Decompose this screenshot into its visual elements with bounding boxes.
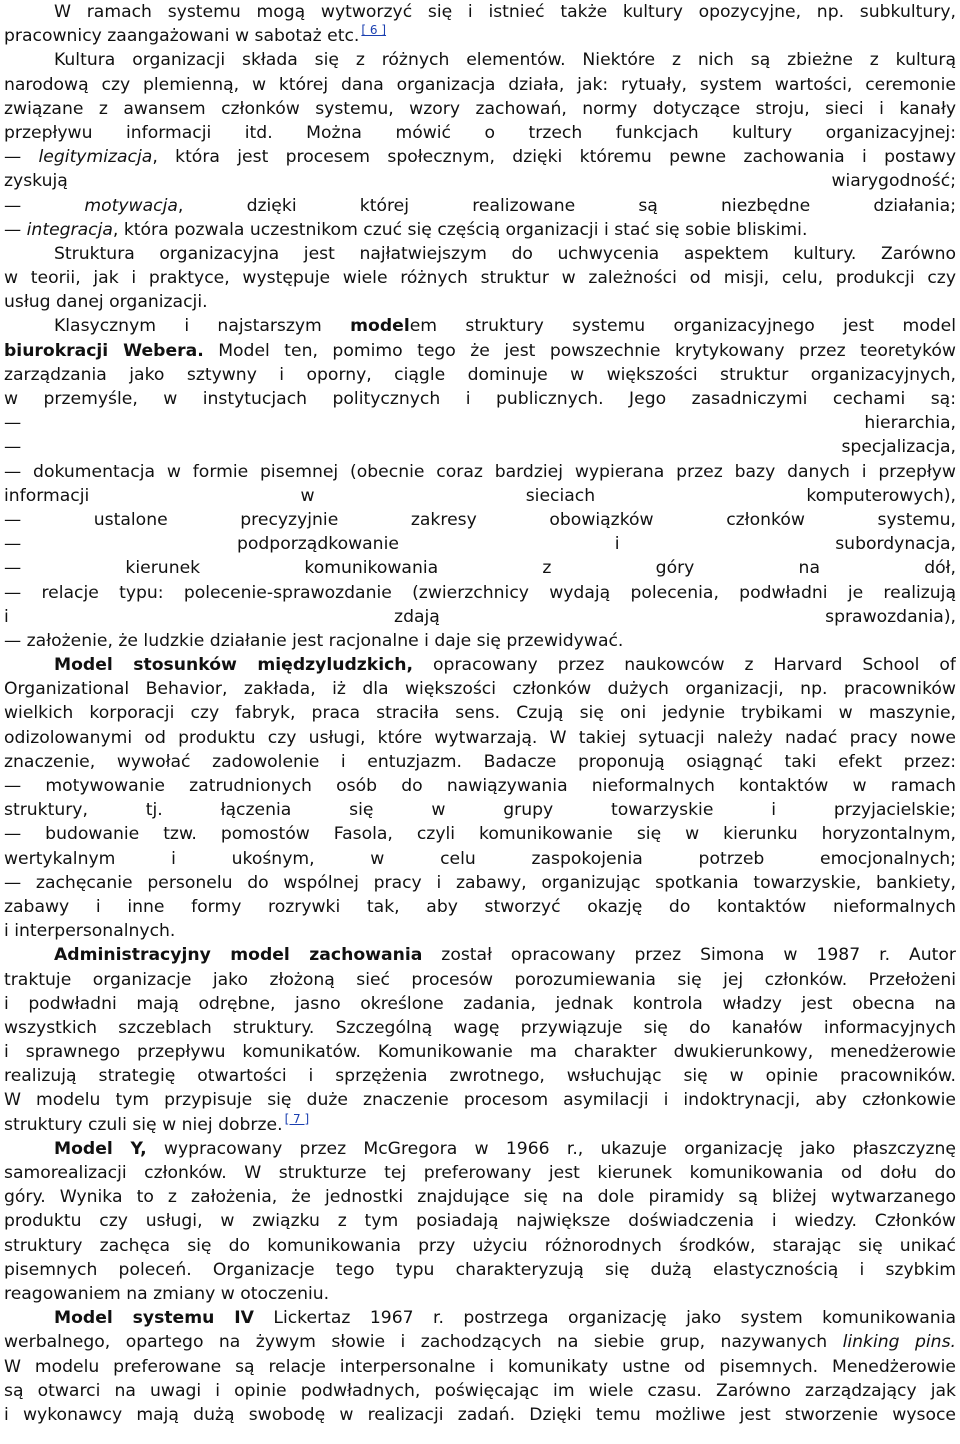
text-line: — kierunek komunikowania z góry na dół, (4, 558, 956, 579)
text-line: Klasycznym i najstarszym modelem struktury systemu organizacyjnego jest model (54, 316, 956, 337)
text-line: Model systemu IV Lickertaz 1967 r. postrzega organizację jako system komunikowania (54, 1308, 956, 1329)
text-line: traktuje organizacje jako złożoną sieć procesów porozumiewania się jej członków. Przełożeni (4, 969, 956, 990)
text-line: informacji w sieciach komputerowych), (4, 485, 956, 506)
text-line: struktury zachęca się do komunikowania przy użyciu różnorodnych środków, starając się unikać (4, 1235, 956, 1256)
text-line: Kultura organizacji składa się z różnych elementów. Niektóre z nich są zbieżne z kulturą (54, 50, 956, 71)
text-line: w teorii, jak i praktyce, występuje wiele różnych struktur w zależności od misji, celu, produkcji czy (4, 268, 956, 289)
text-line: zyskują wiarygodność; (4, 171, 956, 192)
text-line: odizolowanymi od produktu czy usługi, które wytwarzają. W takiej sytuacji należy nadać pracy nowe (4, 727, 956, 748)
text-line: znaczenie, wywołać zadowolenie i entuzjazm. Badacze proponują osiągnąć taki efekt przez: (4, 751, 956, 772)
text-line: — motywacja, dzięki której realizowane są niezbędne działania; (4, 195, 956, 216)
document-page (4, 0, 956, 1427)
text-line: — hierarchia, (4, 413, 956, 434)
italic-term: linking pins. (842, 1332, 956, 1353)
text-line: Administracyjny model zachowania został opracowany przez Simona w 1987 r. Autor (54, 945, 956, 966)
text-line: i zdają sprawozdania), (4, 606, 956, 627)
italic-term: motywacja (84, 195, 178, 216)
text-line: struktury czuli się w niej dobrze. [ 7 ] (4, 1112, 310, 1135)
text-line: biurokracji Webera. Model ten, pomimo tego że jest powszechnie krytykowany przez teoretyków (4, 340, 956, 361)
text-line: — budowanie tzw. pomostów Fasola, czyli komunikowanie się w kierunku horyzontalnym, (4, 824, 956, 845)
text-line: W modelu tym przypisuje się duże znaczenie procesom asymilacji i indoktrynacji, aby członkowie (4, 1090, 956, 1111)
text-line: Model Y, wypracowany przez McGregora w 1966 r., ukazuje organizację jako płaszczyznę (54, 1138, 956, 1159)
text-line: i interpersonalnych. (4, 921, 176, 942)
footnote-link[interactable]: [ 7 ] (284, 1112, 310, 1126)
text-line: — integracja, która pozwala uczestnikom czuć się częścią organizacji i stać się sobie bliskimi. (4, 219, 808, 240)
text-line: — podporządkowanie i subordynacja, (4, 534, 956, 555)
text-line: pracownicy zaangażowani w sabotaż etc. [ 6 ] (4, 24, 387, 47)
text-line: werbalnego, opartego na żywym słowie i zachodzących na siebie grup, nazywanych linking pins. (4, 1332, 956, 1353)
text-line: produktu czy usługi, w związku z tym posiadają największe doświadczenia i wiedzy. Członków (4, 1211, 956, 1232)
text-line: — relacje typu: polecenie-sprawozdanie (zwierzchnicy wydają polecenia, podwładni je realizują (4, 582, 956, 603)
text-line: przepływu informacji itd. Można mówić o trzech funkcjach kultury organizacyjnej: (4, 122, 956, 143)
text-line: W modelu preferowane są relacje interpersonalne i komunikaty ustne od pisemnych. Menedżerowie (4, 1356, 956, 1377)
text-line: zabawy i inne formy rozrywki tak, aby stworzyć okazję do kontaktów nieformalnych (4, 896, 956, 917)
text-line: narodową czy plemienną, w której dana organizacja działa, jak: rytuały, system wartości, ceremonie (4, 74, 956, 95)
text-line: — legitymizacja, która jest procesem społecznym, dzięki któremu pewne zachowania i postawy (4, 147, 956, 168)
text-line: Struktura organizacyjna jest najłatwiejszym do uchwycenia aspektem kultury. Zarówno (54, 243, 956, 264)
bold-term: Model Y, (54, 1138, 147, 1159)
text-line: Organizational Behavior, zakłada, iż dla większości członków dużych organizacji, np. pracowników (4, 679, 956, 700)
bold-term: Model systemu IV (54, 1308, 254, 1329)
italic-term: integracja (26, 219, 113, 240)
text-line: — ustalone precyzyjnie zakresy obowiązków członków systemu, (4, 509, 956, 530)
bold-term: biurokracji Webera. (4, 340, 204, 361)
text-line: i podwładni mają odrębne, jasno określone zadania, jednak kontrola władzy jest obecna na (4, 993, 956, 1014)
text-line: wielkich korporacji czy fabryk, praca straciła sens. Czują się oni jedynie trybikami w maszynie, (4, 703, 956, 724)
bold-term: Model stosunków międzyludzkich, (54, 655, 414, 676)
text-line: zarządzania jako sztywny i oporny, ciągle dominuje w większości struktur organizacyjnych, (4, 364, 956, 385)
text-line: W ramach systemu mogą wytworzyć się i istnieć także kultury opozycyjne, np. subkultury, (54, 2, 956, 22)
italic-term: legitymizacja (38, 147, 153, 168)
bold-term: model (350, 316, 410, 337)
text-line: i wykonawcy mają dużą swobodę w realizacji zadań. Dzięki temu możliwe jest stworzenie wysoce (4, 1404, 956, 1425)
text-line: reagowaniem na zmiany w otoczeniu. (4, 1283, 330, 1304)
text-line: — dokumentacja w formie pisemnej (obecnie coraz bardziej wypierana przez bazy danych i przepływ (4, 461, 956, 482)
text-line: góry. Wynika to z założenia, że jednostki znajdujące się na dole piramidy są bliżej wytwarzanego (4, 1187, 956, 1208)
text-line: wertykalnym i ukośnym, w celu zaspokojenia potrzeb emocjonalnych; (4, 848, 956, 869)
text-line: Model stosunków międzyludzkich, opracowany przez naukowców z Harvard School of (54, 655, 956, 676)
text-line: — założenie, że ludzkie działanie jest racjonalne i daje się przewidywać. (4, 630, 624, 651)
footnote-link[interactable]: [ 6 ] (361, 24, 387, 38)
text-line: wszystkich szczeblach struktury. Szczególną wagę przywiązuje się do kanałów informacyjnych (4, 1017, 956, 1038)
text-line: w przemyśle, w instytucjach politycznych i publicznych. Jego zasadniczymi cechami są: (4, 389, 956, 409)
text-line: usług danej organizacji. (4, 292, 208, 313)
text-line: związane z awansem członków systemu, wzory zachowań, normy dotyczące stroju, sieci i kanały (4, 98, 956, 119)
text-line: — specjalizacja, (4, 437, 956, 458)
bold-term: Administracyjny model zachowania (54, 945, 423, 966)
text-line: samorealizacji członków. W strukturze tej preferowany jest kierunek komunikowania od dołu do (4, 1163, 956, 1183)
text-line: pisemnych poleceń. Organizacje tego typu charakteryzują się dużą elastycznością i szybkim (4, 1259, 956, 1280)
text-line: i sprawnego przepływu komunikatów. Komunikowanie ma charakter dwukierunkowy, menedżerowie (4, 1042, 956, 1063)
text-line: są otwarci na uwagi i opinie podwładnych, poświęcając im wiele czasu. Zarówno zarządzający jak (4, 1380, 956, 1401)
text-line: — motywowanie zatrudnionych osób do nawiązywania nieformalnych kontaktów w ramach (4, 776, 956, 796)
text-line: — zachęcanie personelu do wspólnej pracy i zabawy, organizując spotkania towarzyskie, bankiety, (4, 872, 956, 893)
text-line: struktury, tj. łączenia się w grupy towarzyskie i przyjacielskie; (4, 800, 956, 821)
text-line: realizują strategię otwartości i sprzężenia zwrotnego, wsłuchując się w opinie pracowników. (4, 1066, 956, 1087)
